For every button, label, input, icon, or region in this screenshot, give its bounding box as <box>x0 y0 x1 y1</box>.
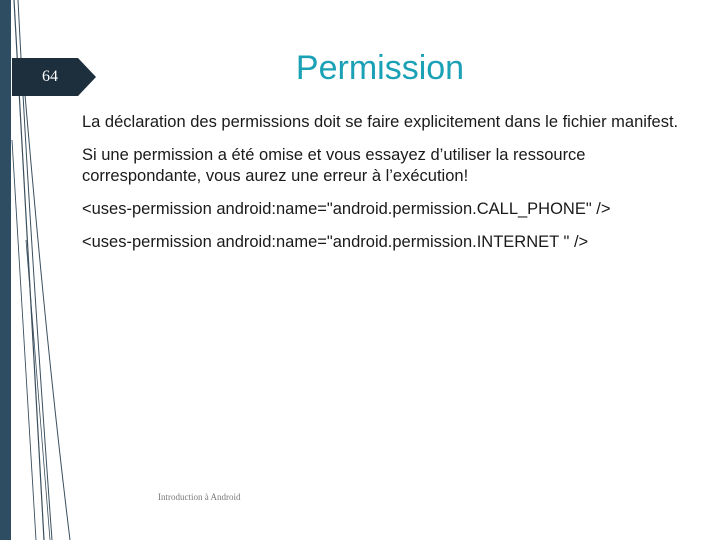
paragraph-error: Si une permission a été omise et vous essayez d’utiliser la ressource correspondante, vous aurez une erreur à l’exécution! <box>82 146 586 185</box>
slide-title: Permission <box>295 49 465 87</box>
slide-number: 64 <box>42 68 58 85</box>
paragraph-declaration: La déclaration des permissions doit se faire explicitement dans le fichier manifest. <box>82 113 679 131</box>
footer-text: Introduction à Android <box>158 492 241 502</box>
slide-content <box>82 112 682 265</box>
code-call-phone: <uses-permission android:name="android.permission.CALL_PHONE" /> <box>82 200 611 218</box>
code-internet: <uses-permission android:name="android.permission.INTERNET " /> <box>82 233 589 251</box>
